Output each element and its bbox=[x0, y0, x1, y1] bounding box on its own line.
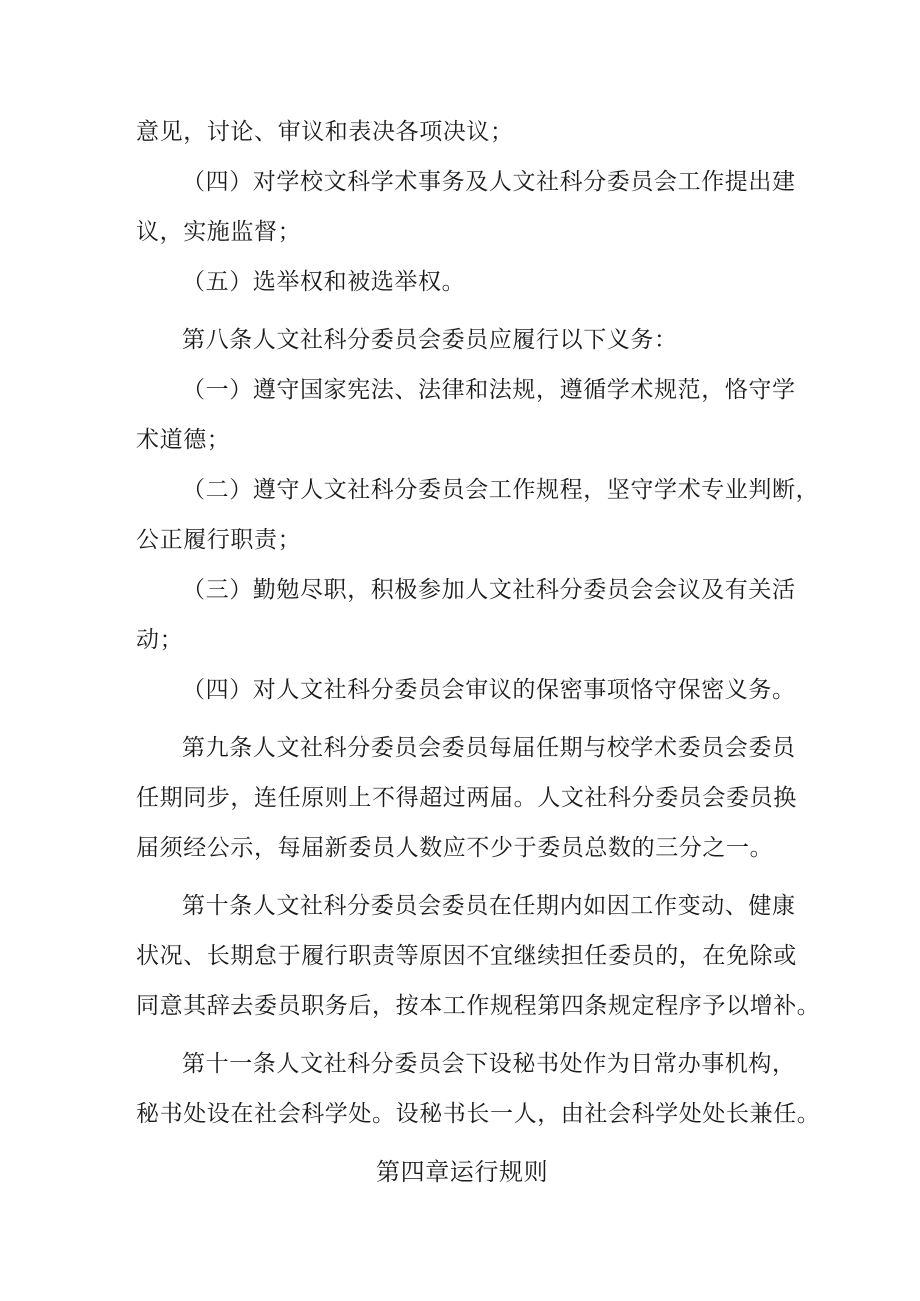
article-8-line: 第八条人文社科分委员会委员应履行以下义务： bbox=[182, 327, 678, 353]
text-line: （二）遵守人文社科分委员会工作规程，坚守学术专业判断， bbox=[182, 477, 820, 503]
article-11-line: 第十一条人文社科分委员会下设秘书处作为日常办事机构， bbox=[182, 1051, 796, 1077]
text-line: 任期同步，连任原则上不得超过两届。人文社科分委员会委员换 bbox=[136, 785, 797, 811]
text-line: 状况、长期怠于履行职责等原因不宜继续担任委员的，在免除或 bbox=[136, 943, 797, 969]
text-line: （五）选举权和被选举权。 bbox=[182, 269, 466, 295]
text-line: （四）对人文社科分委员会审议的保密事项恪守保密义务。 bbox=[182, 677, 796, 703]
article-9-line: 第九条人文社科分委员会委员每届任期与校学术委员会委员 bbox=[182, 735, 796, 761]
text-line: 同意其辞去委员职务后，按本工作规程第四条规定程序予以增补。 bbox=[136, 993, 821, 1019]
text-line: 动； bbox=[136, 627, 184, 653]
text-line: 公正履行职责； bbox=[136, 527, 302, 553]
article-10-line: 第十条人文社科分委员会委员在任期内如因工作变动、健康 bbox=[182, 893, 796, 919]
text-line: （三）勤勉尽职，积极参加人文社科分委员会会议及有关活 bbox=[182, 577, 796, 603]
text-line: 届须经公示，每届新委员人数应不少于委员总数的三分之一。 bbox=[136, 835, 774, 861]
text-line: 秘书处设在社会科学处。设秘书长一人，由社会科学处处长兼任。 bbox=[136, 1101, 821, 1127]
chapter-heading: 第四章运行规则 bbox=[376, 1158, 549, 1186]
text-line: （一）遵守国家宪法、法律和法规，遵循学术规范，恪守学 bbox=[182, 377, 796, 403]
text-line: 术道德； bbox=[136, 427, 231, 453]
text-line: （四）对学校文科学术事务及人文社科分委员会工作提出建 bbox=[182, 169, 796, 195]
text-line: 议，实施监督； bbox=[136, 219, 302, 245]
text-line: 意见，讨论、审议和表决各项决议； bbox=[136, 119, 514, 145]
